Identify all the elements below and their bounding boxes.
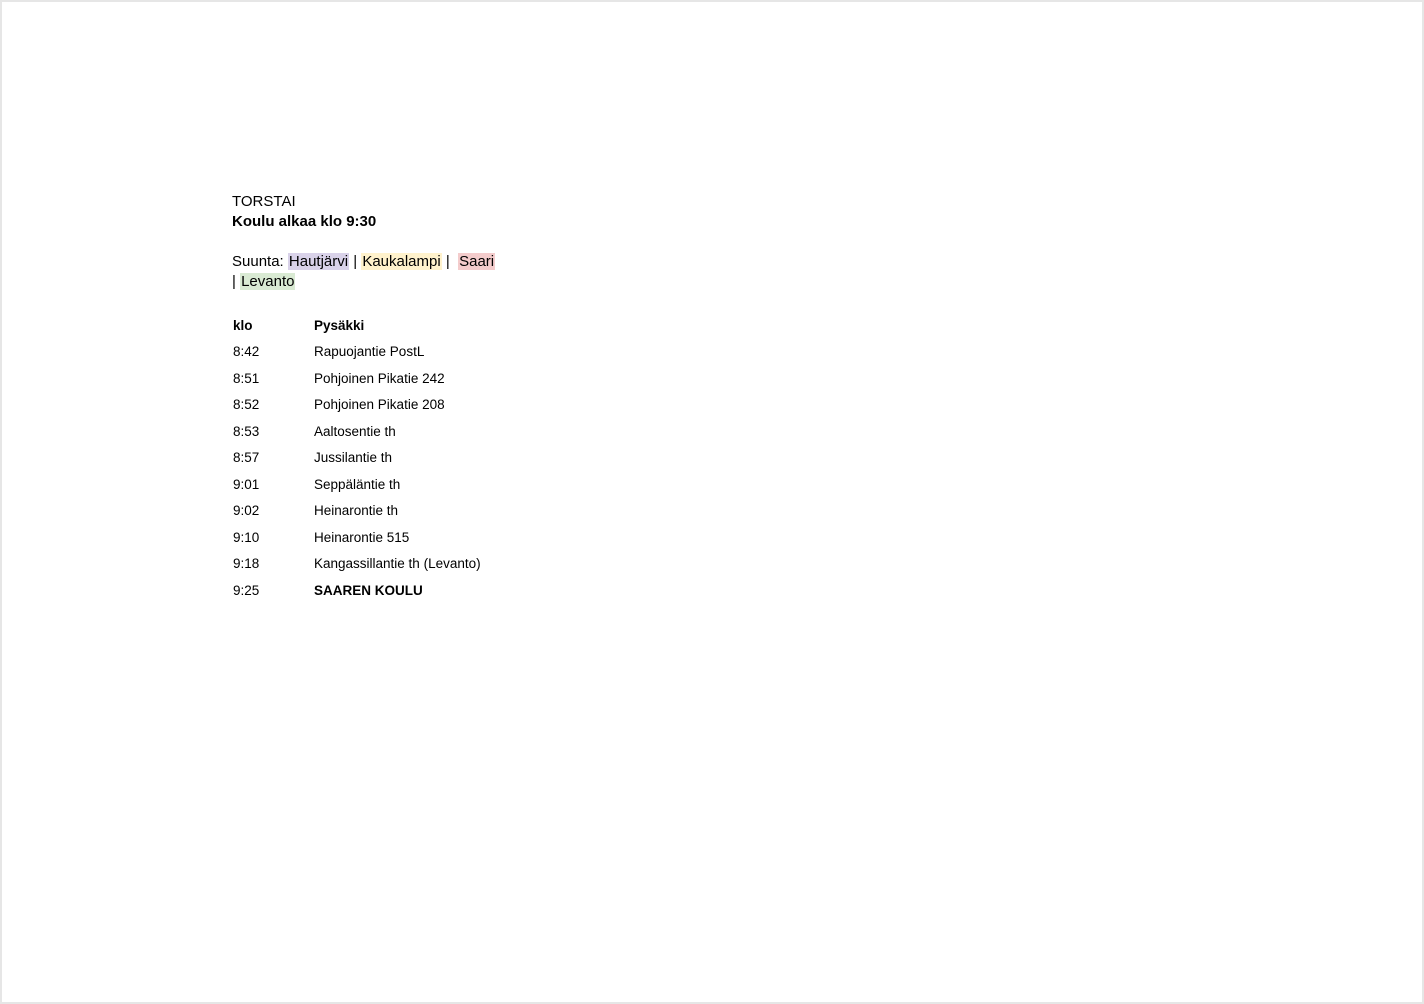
school-start-heading: Koulu alkaa klo 9:30 — [232, 213, 377, 230]
row-time: 8:42 — [233, 344, 260, 360]
table-row — [232, 365, 514, 392]
direction-item-levanto: Levanto — [241, 273, 295, 290]
row-time: 8:57 — [233, 450, 260, 466]
table-row — [232, 392, 514, 419]
direction-label: Suunta: — [232, 253, 284, 270]
row-stop: Heinarontie th — [314, 503, 399, 519]
schedule-body — [232, 339, 514, 604]
row-time: 9:02 — [233, 503, 260, 519]
row-time: 9:01 — [233, 476, 260, 492]
table-row — [232, 418, 514, 445]
table-row — [232, 524, 514, 551]
table-row — [232, 498, 514, 525]
row-time: 9:10 — [233, 529, 260, 545]
row-time: 8:52 — [233, 397, 260, 413]
table-row — [232, 445, 514, 472]
direction-line — [232, 252, 502, 292]
table-row — [232, 339, 514, 366]
row-stop: Kangassillantie th (Levanto) — [314, 556, 481, 572]
row-stop: Rapuojantie PostL — [314, 344, 425, 360]
day-heading: TORSTAI — [232, 193, 296, 210]
direction-item-saari: Saari — [459, 253, 495, 270]
direction-item-hautjarvi: Hautjärvi — [288, 253, 349, 270]
table-row — [232, 577, 514, 604]
direction-separator: | — [349, 253, 362, 270]
row-stop: Aaltosentie th — [314, 423, 396, 439]
row-time: 9:25 — [233, 582, 260, 598]
schedule-table — [232, 312, 514, 604]
table-row — [232, 551, 514, 578]
direction-separator: | — [441, 253, 459, 270]
row-stop: Heinarontie 515 — [314, 529, 410, 545]
stop-column-header: Pysäkki — [314, 317, 365, 333]
row-time: 8:51 — [233, 370, 260, 386]
row-stop: SAAREN KOULU — [314, 582, 423, 598]
row-time: 8:53 — [233, 423, 260, 439]
direction-item-kaukalampi: Kaukalampi — [362, 253, 441, 270]
row-stop: Seppäläntie th — [314, 476, 401, 492]
table-row — [232, 471, 514, 498]
row-time: 9:18 — [233, 556, 260, 572]
schedule-header-row — [232, 312, 514, 339]
row-stop: Pohjoinen Pikatie 242 — [314, 370, 445, 386]
row-stop: Pohjoinen Pikatie 208 — [314, 397, 445, 413]
row-stop: Jussilantie th — [314, 450, 393, 466]
direction-separator: | — [232, 273, 241, 290]
time-column-header: klo — [233, 317, 253, 333]
document-content — [232, 192, 532, 604]
